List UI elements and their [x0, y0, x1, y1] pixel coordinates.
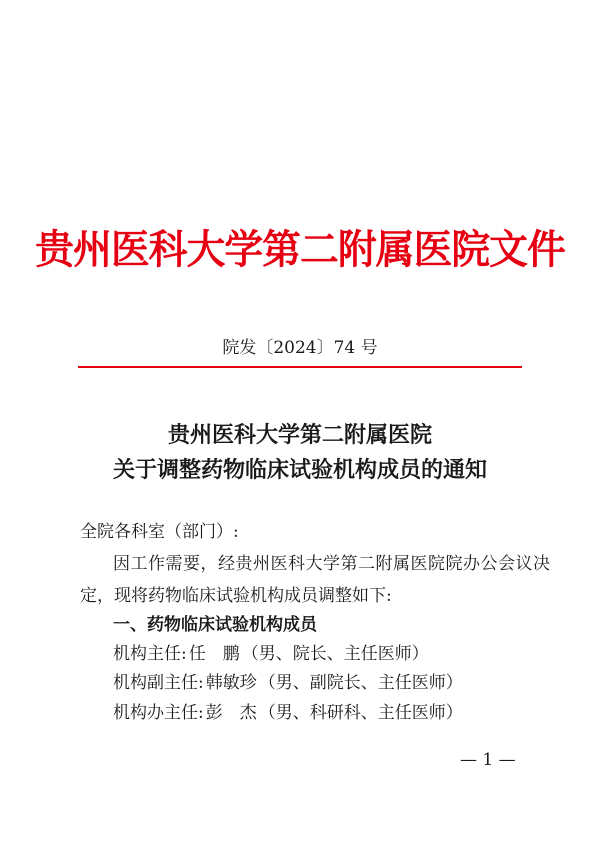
salutation: 全院各科室（部门）: [80, 522, 239, 542]
page-number: — 1 — [460, 750, 516, 770]
member-name: 韩敏珍 [205, 673, 257, 693]
member-deputy-director [113, 671, 463, 695]
notice-title-line1: 贵州医科大学第二附属医院 [167, 422, 432, 448]
member-name: 任 鹏 [188, 644, 240, 664]
member-detail: （男、副院长、主任医师） [258, 673, 463, 693]
paragraph-line1: 因工作需要，经贵州医科大学第二附属医院院办公会议决 [113, 554, 551, 574]
member-role: 机构副主任: [113, 673, 204, 693]
member-office-director [113, 701, 463, 725]
member-detail: （男、院长、主任医师） [241, 644, 429, 664]
member-detail: （男、科研科、主任医师） [258, 703, 463, 723]
member-role: 机构主任: [113, 644, 187, 664]
notice-title-line2: 关于调整药物临床试验机构成员的通知 [112, 457, 487, 483]
document-header-title: 贵州医科大学第二附属医院文件 [35, 226, 565, 273]
member-director [113, 642, 429, 666]
document-number: 院发〔2024〕74 号 [222, 338, 378, 358]
red-divider-line [78, 366, 522, 368]
member-role: 机构办主任: [113, 703, 204, 723]
section-heading: 一、药物临床试验机构成员 [113, 615, 317, 635]
member-name: 彭 杰 [205, 703, 257, 723]
paragraph-line2: 定，现将药物临床试验机构成员调整如下: [80, 586, 392, 606]
